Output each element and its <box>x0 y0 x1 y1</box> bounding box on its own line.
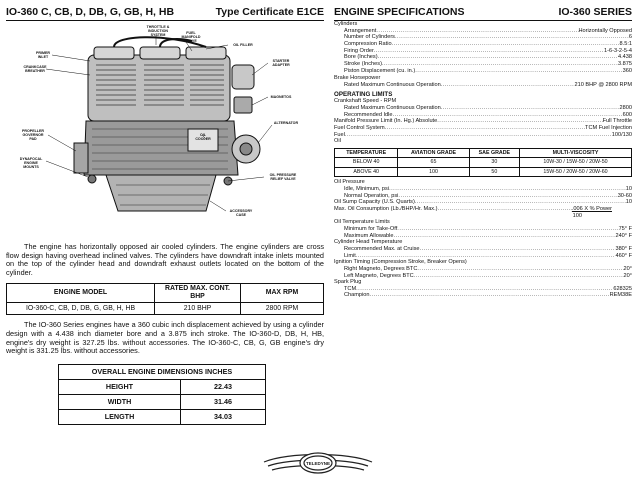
teledyne-logo <box>258 448 378 478</box>
section-brake: Brake Horsepower <box>334 75 381 82</box>
spec-key: Arrangement <box>344 27 377 34</box>
description-paragraph: The engine has horizontally opposed air cooled cylinders. The engine cylinders are cross flow design having overhead inclined valves. The cylinders have downdraft intake inlets mounted on the top of the cylinder head and downdraft exhaust outlets located on the bottom of the cylinder. <box>6 242 324 277</box>
spec-row <box>334 246 632 253</box>
spec-key: Piston Displacement (cu. in.) <box>344 67 416 74</box>
spec-value: REM38E <box>609 292 632 299</box>
spec-row <box>334 226 632 233</box>
label-starter: STARTER ADAPTER <box>272 59 290 67</box>
section-head-temp: Cylinder Head Temperature <box>334 239 403 246</box>
spec-value: 10 <box>625 185 632 192</box>
spec-key: Firing Order <box>344 47 374 54</box>
spec-key: Recommended Max. at Cruise <box>344 245 420 252</box>
viscosity-cell: BELOW 40 <box>335 158 398 168</box>
section-cylinders: Cylinders <box>334 21 358 27</box>
model-title: IO-360 C, CB, D, DB, G, GB, H, HB <box>6 6 175 18</box>
spec-value: 20° <box>623 272 632 279</box>
spec-row <box>334 199 632 206</box>
viscosity-header: MULTI-VISCOSITY <box>520 148 632 158</box>
spec-row <box>334 48 632 55</box>
spec-value: 30-60 <box>617 192 632 199</box>
spec-key: Recommended Idle <box>344 111 393 118</box>
section-crankshaft: Crankshaft Speed - RPM <box>334 98 397 105</box>
dim-label: HEIGHT <box>59 379 181 394</box>
spec-series: IO-360 SERIES <box>558 6 632 18</box>
spec-key: Fuel Control System <box>334 124 385 131</box>
spec-row <box>334 34 632 41</box>
spec-row <box>334 233 632 240</box>
table-row <box>335 167 632 177</box>
viscosity-cell: 30 <box>469 158 519 168</box>
label-oil-cooler: OIL COOLER <box>195 133 211 141</box>
spec-row <box>334 105 632 112</box>
spec-value: 460° F <box>615 252 632 259</box>
section-oil: Oil <box>334 138 341 145</box>
spec-row <box>334 82 632 89</box>
spec-key: Max. Oil Consumption (Lb./BHP/Hr. Max.) <box>334 205 438 212</box>
spec-list <box>334 21 632 299</box>
spec-key: Limit <box>344 252 356 259</box>
spec-key: Manifold Pressure Limit (In. Hg.) Absolute <box>334 118 438 125</box>
spec-value: 6 <box>628 34 632 41</box>
spec-row <box>334 132 632 139</box>
viscosity-cell: 65 <box>398 158 469 168</box>
spec-value: .006 X % Power <box>571 205 612 212</box>
spec-key: Maximum Allowable <box>344 232 394 239</box>
logo-text: TELEDYNE <box>305 461 331 466</box>
dim-value: 34.03 <box>181 409 266 424</box>
spec-value: 2800 <box>619 104 632 111</box>
spec-value: 10 <box>625 199 632 206</box>
model-table-header: MAX RPM <box>241 284 324 303</box>
label-oil-filler: OIL FILLER <box>233 43 253 47</box>
spec-key: Compression Ratio <box>344 40 392 47</box>
label-propeller: PROPELLER GOVERNOR PAD <box>22 129 44 141</box>
dim-value: 31.46 <box>181 394 266 409</box>
table-row <box>7 303 324 315</box>
spec-key: Champion <box>344 292 370 299</box>
spec-row <box>334 54 632 61</box>
model-table <box>6 283 324 315</box>
model-table-header: RATED MAX. CONT. BHP <box>155 284 241 303</box>
table-row <box>59 409 266 424</box>
spec-value: 240° F <box>615 232 632 239</box>
model-table-header: ENGINE MODEL <box>7 284 155 303</box>
dim-label: LENGTH <box>59 409 181 424</box>
bhp-cell: 210 BHP <box>155 303 241 315</box>
spec-key: Left Magneto, Degrees BTC <box>344 272 414 279</box>
viscosity-cell: 15W-50 / 20W-50 / 20W-60 <box>520 167 632 177</box>
label-dynafocal: DYNAFOCAL ENGINE MOUNTS <box>19 157 43 169</box>
left-header <box>6 6 324 21</box>
spec-key: Fuel <box>334 131 345 138</box>
spec-row <box>334 266 632 273</box>
viscosity-cell: ABOVE 40 <box>335 167 398 177</box>
viscosity-cell: 50 <box>469 167 519 177</box>
label-fuel-manifold: FUEL MANIFOLD VALVE <box>181 31 201 43</box>
spec-row <box>334 286 632 293</box>
spec-row <box>334 273 632 280</box>
label-accessory: ACCESSORY CASE <box>229 209 253 217</box>
spec-title: ENGINE SPECIFICATIONS <box>334 6 465 18</box>
viscosity-cell: 100 <box>398 167 469 177</box>
label-alternator: ALTERNATOR <box>273 121 299 125</box>
spec-row <box>334 193 632 200</box>
section-oil-temp: Oil Temperature Limits <box>334 219 390 226</box>
spec-row <box>334 28 632 35</box>
spec-value: 8.5:1 <box>619 40 632 47</box>
viscosity-header: TEMPERATURE <box>335 148 398 158</box>
dim-label: WIDTH <box>59 394 181 409</box>
spec-key: Normal Operation, psi <box>344 192 399 199</box>
label-oil-pressure: OIL PRESSURE RELIEF VALVE <box>269 173 297 181</box>
viscosity-header: SAE GRADE <box>469 148 519 158</box>
spec-key: Minimum for Take-Off <box>344 225 398 232</box>
label-crankcase: CRANKCASE BREATHER <box>23 65 47 73</box>
spec-value: Horizontally Opposed <box>578 27 632 34</box>
spec-value: 3.875 <box>618 60 632 67</box>
model-cell: IO-360-C, CB, D, DB, G, GB, H, HB <box>7 303 155 315</box>
displacement-paragraph: The IO-360 Series engines have a 360 cubic inch displacement achieved by using a cylinder design with a 4.438 inch diameter bore and a 3.875 inch stroke. The IO-360-D, DB, H, HB, engine's dry weight is 327.25 lbs. without accessories. The IO-360-C, CB, G, GB engine's dry weight is 331.25 lbs. without accessories. <box>6 320 324 356</box>
spec-row <box>334 125 632 132</box>
spec-key: Rated Maximum Continuous Operation <box>344 104 441 111</box>
spec-key: Bore (Inches) <box>344 54 378 61</box>
table-row <box>59 379 266 394</box>
table-row <box>335 158 632 168</box>
dimensions-header: OVERALL ENGINE DIMENSIONS INCHES <box>59 364 266 379</box>
left-column <box>6 6 324 425</box>
viscosity-table <box>334 148 632 178</box>
viscosity-header: AVIATION GRADE <box>398 148 469 158</box>
section-spark-plug: Spark Plug <box>334 279 362 286</box>
spec-value: TCM Fuel Injection <box>585 124 632 131</box>
spec-value: 380° F <box>615 245 632 252</box>
spec-row <box>334 292 632 299</box>
spec-row <box>334 206 632 213</box>
spec-key: Rated Maximum Continuous Operation <box>344 81 441 88</box>
section-oil-pressure: Oil Pressure <box>334 179 365 186</box>
spec-key: Stroke (Inches) <box>344 60 382 67</box>
spec-key: Right Magneto, Degrees BTC <box>344 265 418 272</box>
section-operating-limits: OPERATING LIMITS <box>334 90 393 98</box>
spec-key: Number of Cylinders <box>344 34 395 41</box>
spec-value: 360 <box>622 67 632 74</box>
dimensions-table <box>58 364 266 425</box>
label-primer: PRIMER INLET <box>36 51 50 59</box>
spec-value: Full Throttle <box>602 118 632 125</box>
spec-key: Oil Sump Capacity (U.S. Quarts) <box>334 199 415 206</box>
rpm-cell: 2800 RPM <box>241 303 324 315</box>
spec-value: 75° F <box>618 225 632 232</box>
spec-row <box>334 41 632 48</box>
spec-value: 628325 <box>613 285 632 292</box>
spec-row <box>334 253 632 260</box>
table-row <box>59 394 266 409</box>
spec-value: 210 BHP @ 2800 RPM <box>574 81 632 88</box>
right-column <box>334 6 632 299</box>
spec-row <box>334 112 632 119</box>
label-throttle: THROTTLE & INDUCTION SYSTEM <box>146 25 170 37</box>
spec-value: 600 <box>622 111 632 118</box>
consumption-denominator: 100 <box>572 212 582 219</box>
spec-value: 20° <box>623 265 632 272</box>
dim-value: 22.43 <box>181 379 266 394</box>
spec-key: Idle, Minimum, psi <box>344 185 390 192</box>
spec-row <box>334 68 632 75</box>
spec-row <box>334 118 632 125</box>
spec-value: 4.438 <box>618 54 632 61</box>
spec-row <box>334 186 632 193</box>
engine-diagram <box>6 25 324 239</box>
spec-key: TCM <box>344 285 357 292</box>
viscosity-cell: 10W-30 / 15W-50 / 20W-50 <box>520 158 632 168</box>
type-certificate: Type Certificate E1CE <box>215 6 324 18</box>
spec-header <box>334 6 632 21</box>
spec-value: 1-6-3-2-5-4 <box>604 47 632 54</box>
spec-row <box>334 61 632 68</box>
label-magnetos: MAGNETOS <box>270 95 292 99</box>
section-ignition: Ignition Timing (Compression Stroke, Breaker Opens) <box>334 259 467 266</box>
spec-value: 100/130 <box>611 131 632 138</box>
